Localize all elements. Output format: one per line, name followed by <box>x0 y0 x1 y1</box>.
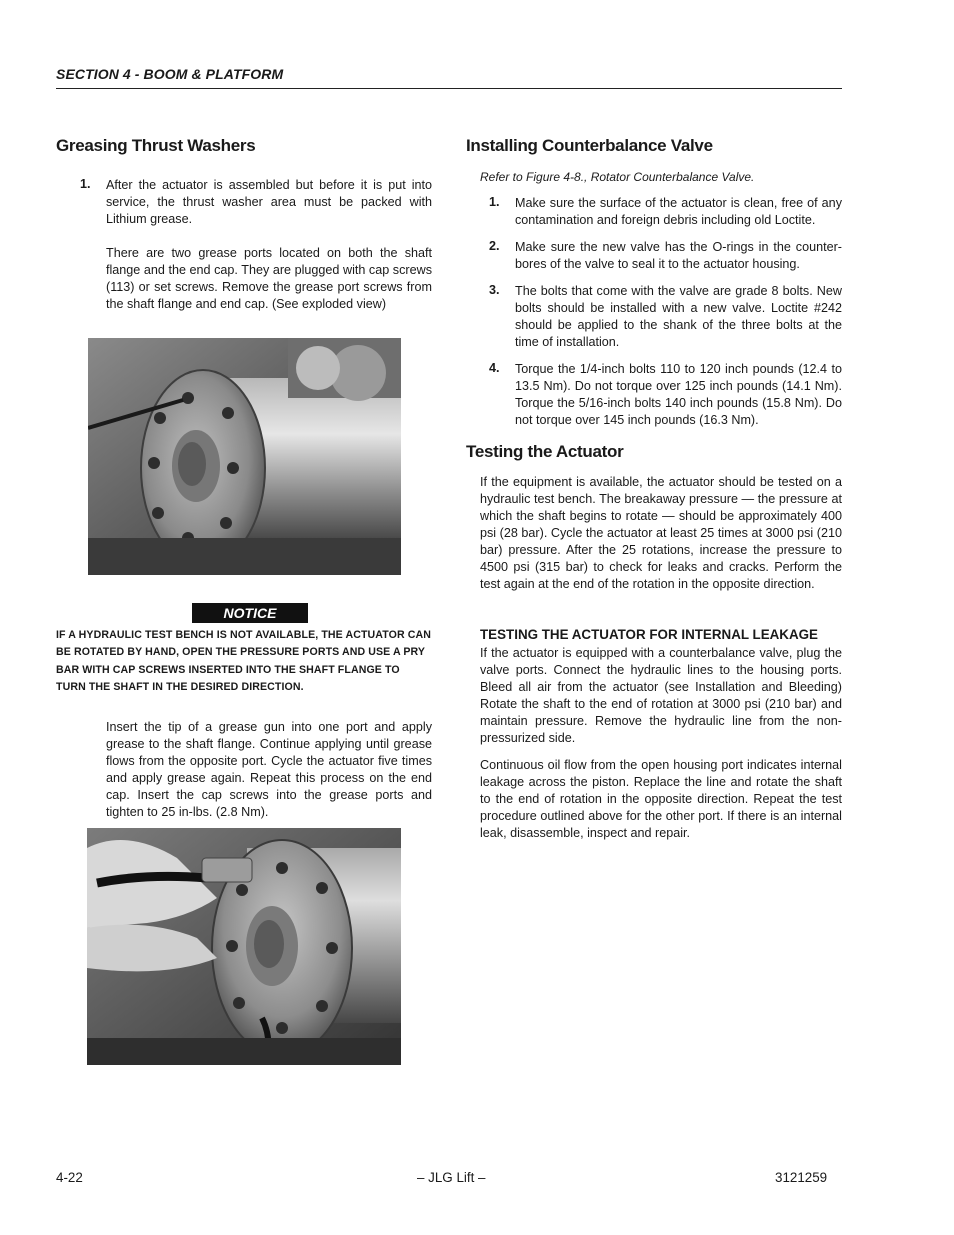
testing-heading: Testing the Actuator <box>466 442 624 461</box>
grease-gun-photo <box>87 828 401 1065</box>
counterbalance-step4: Torque the 1/4-inch bolts 110 to 120 inch pounds (12.4 to 13.5 Nm). Do not torque over 125 inch pounds (14.1 Nm). Torque the 5/16-inch bolts 140 inch pounds (15.8 Nm). Do not torque over 145 inch pounds (16.3 Nm). <box>515 362 842 427</box>
leakage-subheading: TESTING THE ACTUATOR FOR INTERNAL LEAKAGE <box>480 627 818 642</box>
footer-brand: – JLG Lift – <box>417 1170 486 1185</box>
leakage-paragraph-1: If the actuator is equipped with a counterbalance valve, plug the valve ports. Connect the hydraulic lines to the housing ports. Bleed all air from the actuator (see Installation and Bleeding) Rotate the shaft to the end of rotation at 3000 psi (210 bar) and maintain pressure. Remove the hydraulic line from the non-pressurized side. <box>480 646 842 745</box>
figure-reference: Refer to Figure 4-8., Rotator Counterbalance Valve. <box>480 170 755 184</box>
step-number: 3. <box>489 283 500 297</box>
step-number: 1. <box>80 177 91 191</box>
step-number: 2. <box>489 239 500 253</box>
notice-text: IF A HYDRAULIC TEST BENCH IS NOT AVAILABLE, THE ACTUATOR CAN BE ROTATED BY HAND, OPEN THE PRESSURE PORTS AND USE A PRY BAR WITH CAP SCREWS INSERTED INTO THE SHAFT FLANGE TO TURN THE SHAFT IN THE DESIRED DIRECTION. <box>56 629 432 693</box>
counterbalance-step2: Make sure the new valve has the O-rings in the counter-bores of the valve to seal it to the actuator housing. <box>515 240 842 271</box>
leakage-paragraph-2: Continuous oil flow from the open housing port indicates internal leakage across the piston. Replace the line and rotate the shaft to the end of rotation in the opposite direction. Repeat the test procedure outlined above for the other port. If there is an internal leak, disassemble, inspect and repair. <box>480 758 842 840</box>
document-number: 3121259 <box>775 1170 828 1185</box>
notice-badge: NOTICE <box>192 603 308 623</box>
grease-ports-paragraph: There are two grease ports located on both the shaft flange and the end cap. They are plugged with cap screws (113) or set screws. Remove the grease port screws from the shaft flange and end cap. (See exploded view) <box>106 246 432 311</box>
step1-text: After the actuator is assembled but before it is put into service, the thrust washer area must be packed with Lithium grease. <box>106 178 432 226</box>
actuator-flange-photo <box>88 338 401 575</box>
counterbalance-step3: The bolts that come with the valve are grade 8 bolts. New bolts should be installed with a new valve. Loctite #242 should be applied to the shank of the three bolts at the time of installation. <box>515 284 842 349</box>
page-number: 4-22 <box>56 1170 83 1185</box>
counterbalance-heading: Installing Counterbalance Valve <box>466 136 713 155</box>
greasing-heading: Greasing Thrust Washers <box>56 136 256 155</box>
page-header <box>56 66 842 89</box>
counterbalance-step1: Make sure the surface of the actuator is clean, free of any contamination and foreign debris including old Loctite. <box>515 196 842 227</box>
step-number: 4. <box>489 361 500 375</box>
grease-gun-paragraph: Insert the tip of a grease gun into one port and apply grease to the shaft flange. Continue applying until grease flows from the opposite port. Cycle the actuator five times and apply grease again. Repeat this process on the end cap. Insert the cap screws into the grease ports and tighten to 25 in-lbs. (2.8 Nm). <box>106 720 432 819</box>
section-title: SECTION 4 - BOOM & PLATFORM <box>56 66 284 82</box>
step-number: 1. <box>489 195 500 209</box>
testing-paragraph: If the equipment is available, the actuator should be tested on a hydraulic test bench. The breakaway pressure — the pressure at which the shaft begins to rotate — should be approximately 400 psi (28 bar). Cycle the actuator at least 25 times at 3000 psi (210 bar) pressure. After the 25 rotations, increase the pressure to 4500 psi (315 bar) to check for leaks and cracks. Perform the test again at the end of the rotation in the opposite direction. <box>480 475 842 591</box>
